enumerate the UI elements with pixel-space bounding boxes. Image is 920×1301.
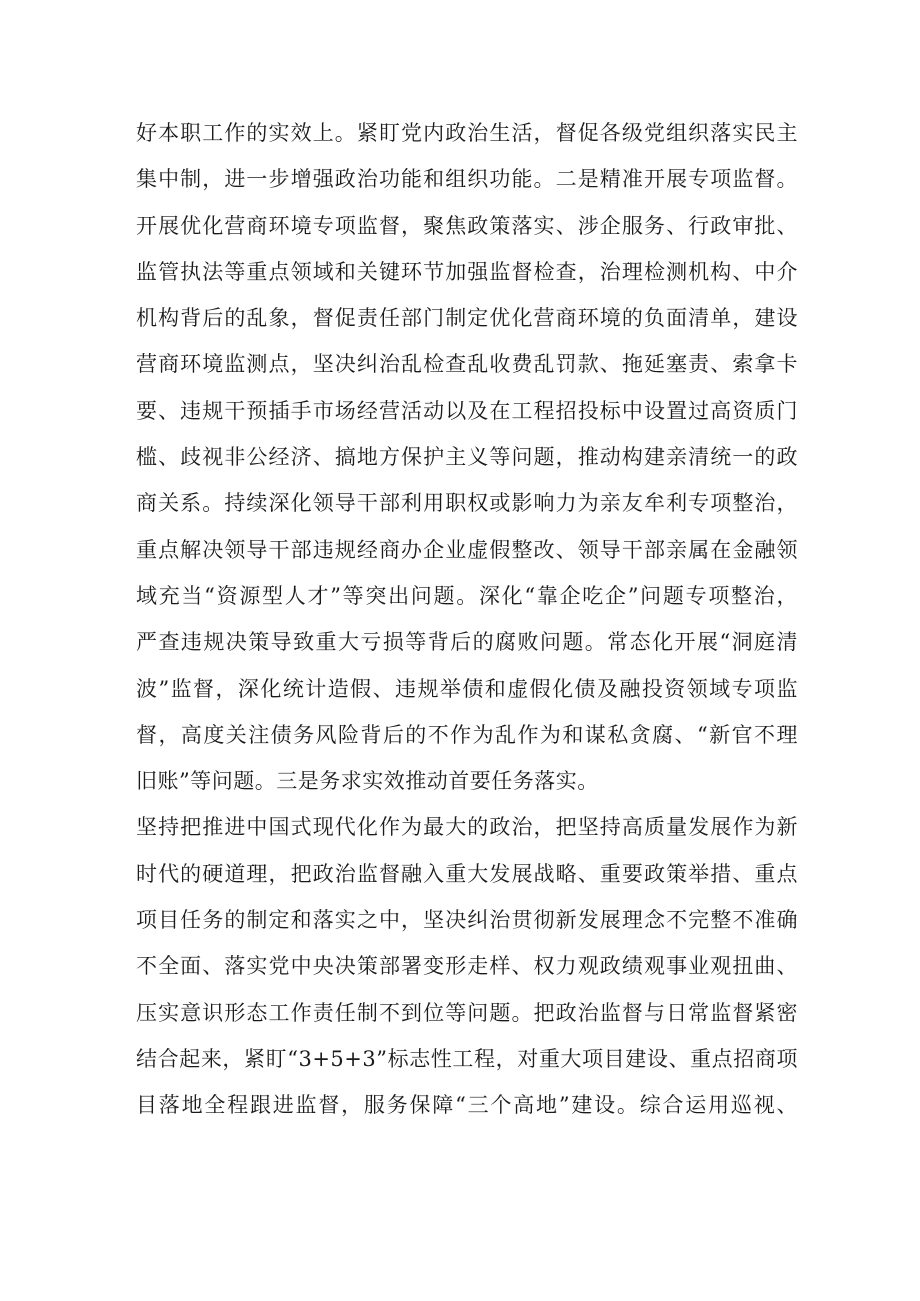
text-line: 开展优化营商环境专项监督，聚焦政策落实、涉企服务、行政审批、 — [136, 213, 798, 238]
text-line: 时代的硬道理，把政治监督融入重大发展战略、重要政策举措、重点 — [136, 861, 798, 886]
text-line: 槛、歧视非公经济、搞地方保护主义等问题，推动构建亲清统一的政 — [136, 445, 798, 470]
text-line: 好本职工作的实效上。紧盯党内政治生活，督促各级党组织落实民主 — [136, 121, 798, 145]
text-line: 压实意识形态工作责任制不到位等问题。把政治监督与日常监督紧密 — [136, 1000, 798, 1025]
text-line: 重点解决领导干部违规经商办企业虚假整改、领导干部亲属在金融领 — [136, 537, 798, 562]
text-line: 坚持把推进中国式现代化作为最大的政治，把坚持高质量发展作为新 — [136, 815, 798, 840]
text-line: 要、违规干预插手市场经营活动以及在工程招投标中设置过高资质门 — [136, 398, 798, 423]
text-line: 域充当“资源型人才”等突出问题。深化“靠企吃企”问题专项整治， — [136, 583, 798, 608]
text-line: 项目任务的制定和落实之中，坚决纠治贯彻新发展理念不完整不准确 — [136, 908, 798, 933]
text-line: 商关系。持续深化领导干部利用职权或影响力为亲友牟利专项整治， — [136, 491, 798, 516]
text-line: 督，高度关注债务风险背后的不作为乱作为和谋私贪腐、“新官不理 — [136, 722, 798, 747]
text-line: 不全面、落实党中央决策部署变形走样、权力观政绩观事业观扭曲、 — [136, 954, 798, 979]
text-line: 波”监督，深化统计造假、违规举债和虚假化债及融投资领域专项监 — [136, 676, 798, 701]
text-line: 监管执法等重点领域和关键环节加强监督检查，治理检测机构、中介 — [136, 259, 798, 284]
text-line: 目落地全程跟进监督，服务保障“三个高地”建设。综合运用巡视、 — [136, 1093, 798, 1118]
text-line: 机构背后的乱象，督促责任部门制定优化营商环境的负面清单，建设 — [136, 306, 798, 331]
text-line: 旧账”等问题。三是务求实效推动首要任务落实。 — [136, 769, 599, 794]
text-line: 营商环境监测点，坚决纠治乱检查乱收费乱罚款、拖延塞责、索拿卡 — [136, 352, 798, 377]
body-text — [136, 110, 798, 1129]
text-line: 严查违规决策导致重大亏损等背后的腐败问题。常态化开展“洞庭清 — [136, 630, 798, 655]
text-line: 结合起来，紧盯“3+5+3”标志性工程，对重大项目建设、重点招商项 — [136, 1046, 798, 1071]
text-line: 集中制，进一步增强政治功能和组织功能。二是精准开展专项监督。 — [136, 167, 798, 192]
